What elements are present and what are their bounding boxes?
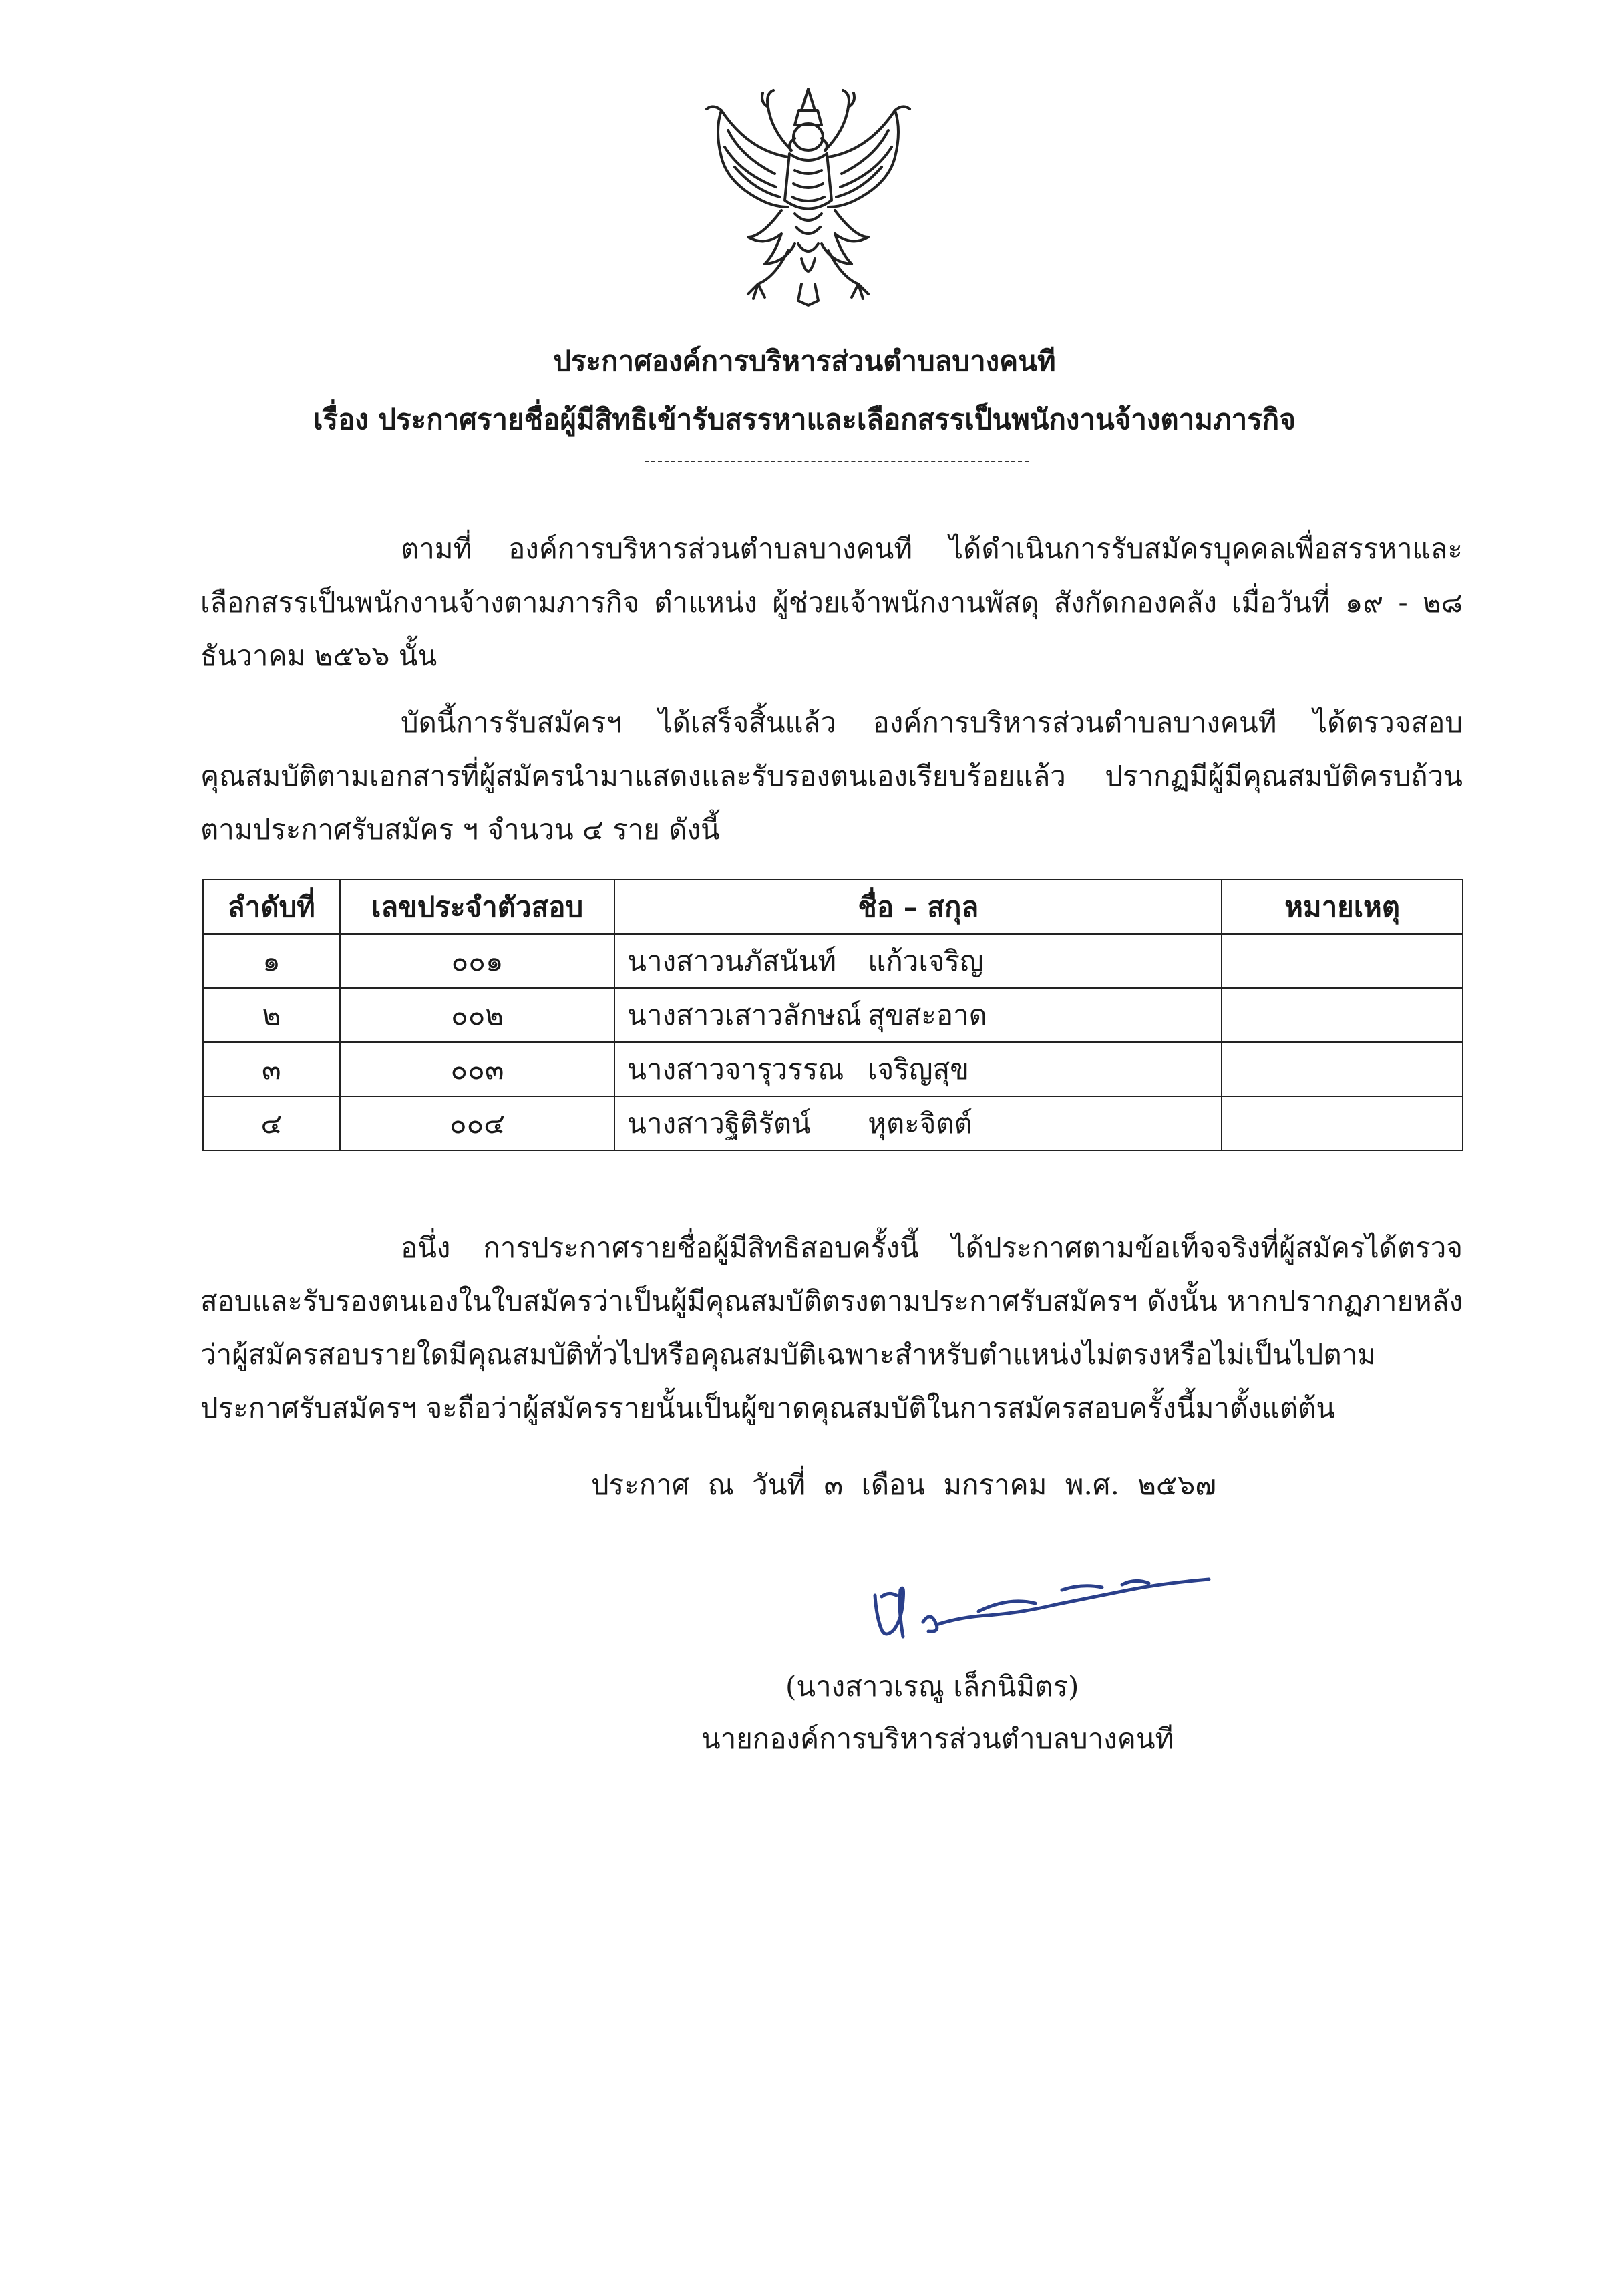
candidate-table (202, 879, 1463, 1151)
announcement-date: ประกาศ ณ วันที่ ๓ เดือน มกราคม พ.ศ. ๒๕๖๗ (591, 1468, 1216, 1501)
signatory-position: นายกองค์การบริหารส่วนตำบลบางคนที (701, 1722, 1174, 1755)
row-exam-id: ๐๐๓ (340, 1042, 614, 1096)
row-note (1222, 988, 1463, 1042)
announcement-subject: เรื่อง ประกาศรายชื่อผู้มีสิทธิเข้ารับสรรหาและเลือกสรรเป็นพนักงานจ้างตามภารกิจ (313, 403, 1296, 436)
header-name: ชื่อ – สกุล (614, 880, 1222, 934)
table-row (203, 1042, 1463, 1096)
row-last-name: เจริญสุข (868, 1052, 969, 1086)
paragraph-disclaimer: อนึ่ง การประกาศรายชื่อผู้มีสิทธิสอบครั้งนี้ ได้ประกาศตามข้อเท็จจริงที่ผู้สมัครได้ตรวจสอบและรับรองตนเองในใบสมัครว่าเป็นผู้มีคุณสมบัติตรงตามประกาศรับสมัครฯ ดังนั้น หากปรากฏภายหลังว่าผู้สมัครสอบรายใดมีคุณสมบัติทั่วไปหรือคุณสมบัติเฉพาะสำหรับตำแหน่งไม่ตรงหรือไม่เป็นไปตามประกาศรับสมัครฯ จะถือว่าผู้สมัครรายนั้นเป็นผู้ขาดคุณสมบัติในการสมัครสอบครั้งนี้มาตั้งแต่ต้น (200, 1231, 1463, 1424)
row-name (614, 934, 1222, 988)
paragraph-result: บัดนี้การรับสมัครฯ ได้เสร็จสิ้นแล้ว องค์การบริหารส่วนตำบลบางคนที ได้ตรวจสอบคุณสมบัติตามเอกสารที่ผู้สมัครนำมาแสดงและรับรองตนเองเรียบร้อยแล้ว ปรากฏมีผู้มีคุณสมบัติครบถ้วนตามประกาศรับสมัคร ฯ จำนวน ๔ ราย ดังนี้ (200, 706, 1463, 846)
table-header-row (203, 880, 1463, 934)
row-last-name: สุขสะอาด (868, 998, 987, 1031)
title-divider (645, 461, 1029, 462)
announcement-title: ประกาศองค์การบริหารส่วนตำบลบางคนที (553, 345, 1056, 377)
row-first-name: นางสาวจารุวรรณ (627, 1052, 844, 1086)
row-name (614, 988, 1222, 1042)
row-name (614, 1096, 1222, 1150)
row-exam-id: ๐๐๔ (340, 1096, 614, 1150)
row-exam-id: ๐๐๒ (340, 988, 614, 1042)
row-note (1222, 1096, 1463, 1150)
row-order: ๓ (203, 1042, 340, 1096)
header-exam-id: เลขประจำตัวสอบ (340, 880, 614, 934)
row-last-name: หุตะจิตต์ (868, 1106, 972, 1140)
row-order: ๔ (203, 1096, 340, 1150)
row-note (1222, 1042, 1463, 1096)
row-exam-id: ๐๐๑ (340, 934, 614, 988)
header-order: ลำดับที่ (203, 880, 340, 934)
table-row (203, 934, 1463, 988)
row-first-name: นางสาวนภัสนันท์ (627, 944, 837, 977)
row-last-name: แก้วเจริญ (868, 944, 984, 977)
garuda-emblem (701, 84, 915, 311)
row-order: ๒ (203, 988, 340, 1042)
row-first-name: นางสาวฐิติรัตน์ (627, 1106, 811, 1140)
row-first-name: นางสาวเสาวลักษณ์ (627, 998, 862, 1031)
paragraph-intro: ตามที่ องค์การบริหารส่วนตำบลบางคนที ได้ดำเนินการรับสมัครบุคคลเพื่อสรรหาและเลือกสรรเป็นพนักงานจ้างตามภารกิจ ตำแหน่ง ผู้ช่วยเจ้าพนักงานพัสดุ สังกัดกองคลัง เมื่อวันที่ ๑๙ - ๒๘ ธันวาคม ๒๕๖๖ นั้น (200, 532, 1463, 672)
handwritten-signature (862, 1563, 1236, 1650)
table-row (203, 1096, 1463, 1150)
header-note: หมายเหตุ (1222, 880, 1463, 934)
signatory-name: (นางสาวเรณู เล็กนิมิตร) (785, 1670, 1079, 1703)
table-row (203, 988, 1463, 1042)
row-note (1222, 934, 1463, 988)
row-name (614, 1042, 1222, 1096)
row-order: ๑ (203, 934, 340, 988)
